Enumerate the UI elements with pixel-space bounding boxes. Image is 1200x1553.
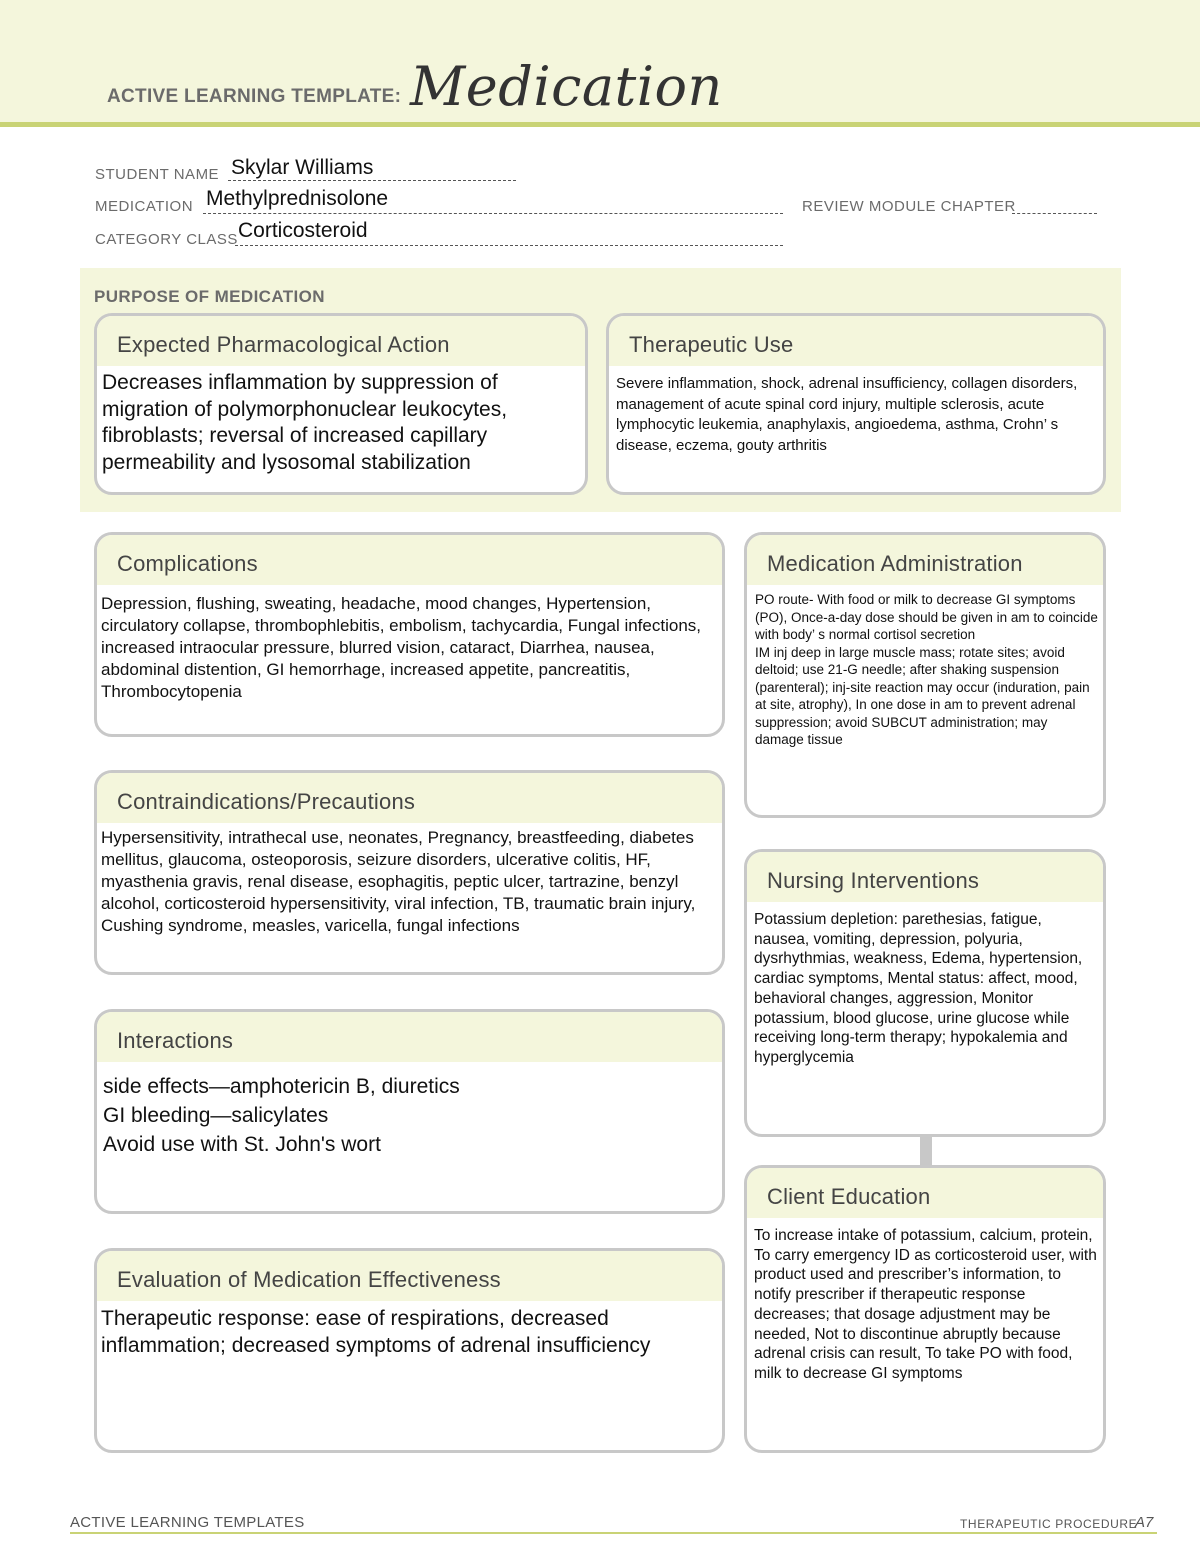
medication-label: MEDICATION <box>95 198 194 215</box>
category-class-label: CATEGORY CLASS <box>95 231 238 248</box>
evaluation-title: Evaluation of Medication Effectiveness <box>97 1251 722 1301</box>
review-module-field[interactable] <box>1012 213 1097 214</box>
interactions-card <box>94 1009 725 1214</box>
category-class-rule <box>235 245 783 246</box>
header-rule <box>0 122 1200 127</box>
interactions-title: Interactions <box>97 1012 722 1062</box>
student-name-label: STUDENT NAME <box>95 166 220 183</box>
footer-rule <box>70 1532 1157 1534</box>
medication-administration-title: Medication Administration <box>747 535 1103 585</box>
contraindications-text[interactable]: Hypersensitivity, intrathecal use, neonates, Pregnancy, breastfeeding, diabetes mellitus, glaucoma, osteoporosis, seizure disorders, ulcerative colitis, HF, myasthenia gravis, renal disease, esophagitis, peptic ulcer, tartrazine, benzyl alcohol, corticosteroid hypersensitivity, viral infection, TB, traumatic brain injury, Cushing syndrome, measles, varicella, fungal infections <box>101 828 696 935</box>
page-title: Medication <box>410 55 723 118</box>
complications-text[interactable]: Depression, flushing, sweating, headache, mood changes, Hypertension, circulatory collapse, thrombophlebitis, embolism, tachycardia, Fungal infections, increased intraocular pressure, blurred vision, cataract, Diarrhea, nausea, abdominal distention, GI hemorrhage, increased appetite, pancreatitis, Thrombocytopenia <box>101 594 701 701</box>
evaluation-text[interactable]: Therapeutic response: ease of respirations, decreased inflammation; decreased symptoms of adrenal insufficiency <box>101 1307 651 1357</box>
template-label: ACTIVE LEARNING TEMPLATE: <box>107 86 402 107</box>
medication-administration-text[interactable]: PO route- With food or milk to decrease GI symptoms (PO), Once-a-day dose should be given in am to coincide with body’ s normal cortisol secretion IM inj deep in large muscle mass; rotate sites; avoid deltoid; use 21-G needle; after shaking suspension (parenteral); inj-site reaction may occur (induration, pain at site, atrophy), In one dose in am to prevent adrenal suppression; avoid SUBCUT administration; may damage tissue <box>755 592 1098 747</box>
footer-right-text: THERAPEUTIC PROCEDURE <box>960 1517 1138 1531</box>
contraindications-title: Contraindications/Precautions <box>97 773 722 823</box>
expected-action-title: Expected Pharmacological Action <box>97 316 585 366</box>
expected-action-text[interactable]: Decreases inflammation by suppression of migration of polymorphonuclear leukocytes, fibroblasts; reversal of increased capillary permeability and lysosomal stabilization <box>102 371 508 474</box>
nursing-interventions-card <box>744 849 1106 1137</box>
therapeutic-use-card <box>606 313 1106 495</box>
medication-rule <box>203 213 783 214</box>
client-education-title: Client Education <box>747 1168 1103 1218</box>
medication-field[interactable]: Methylprednisolone <box>206 187 389 210</box>
therapeutic-use-text[interactable]: Severe inflammation, shock, adrenal insufficiency, collagen disorders, management of acute spinal cord injury, multiple sclerosis, acute lymphocytic leukemia, anaphylaxis, angioedema, asthma, Crohn’ s disease, eczema, gouty arthritis <box>616 375 1078 454</box>
interactions-text[interactable]: side effects—amphotericin B, diuretics GI bleeding—salicylates Avoid use with St. John's wort <box>103 1075 460 1156</box>
student-name-rule <box>228 180 516 181</box>
footer-left-text: ACTIVE LEARNING TEMPLATES <box>70 1514 305 1531</box>
nursing-interventions-title: Nursing Interventions <box>747 852 1103 902</box>
complications-title: Complications <box>97 535 722 585</box>
contraindications-card <box>94 770 725 975</box>
page-number: A7 <box>1135 1514 1154 1531</box>
therapeutic-use-title: Therapeutic Use <box>609 316 1103 366</box>
review-module-label: REVIEW MODULE CHAPTER <box>802 198 1016 215</box>
client-education-text[interactable]: To increase intake of potassium, calcium, protein, To carry emergency ID as corticosteroid user, with product used and prescriber’s information, to notify prescriber if therapeutic response decreases; that dosage adjustment may be needed, Not to discontinue abruptly because adrenal crisis can result, To take PO with food, milk to decrease GI symptoms <box>754 1227 1097 1382</box>
nursing-interventions-text[interactable]: Potassium depletion: parethesias, fatigue, nausea, vomiting, depression, polyuria, dysrhythmias, weakness, Edema, hypertension, cardiac symptoms, Mental status: affect, mood, behavioral changes, aggression, Monitor potassium, blood glucose, urine glucose while receiving long-term therapy; hypokalemia and hyperglycemia <box>754 911 1083 1066</box>
purpose-title: PURPOSE OF MEDICATION <box>94 287 325 306</box>
category-class-field[interactable]: Corticosteroid <box>238 219 368 242</box>
expected-action-card <box>94 313 588 495</box>
student-name-field[interactable]: Skylar Williams <box>231 156 374 179</box>
connector-bar <box>920 1136 932 1168</box>
medication-administration-card <box>744 532 1106 818</box>
client-education-card <box>744 1165 1106 1453</box>
evaluation-card <box>94 1248 725 1453</box>
complications-card <box>94 532 725 737</box>
